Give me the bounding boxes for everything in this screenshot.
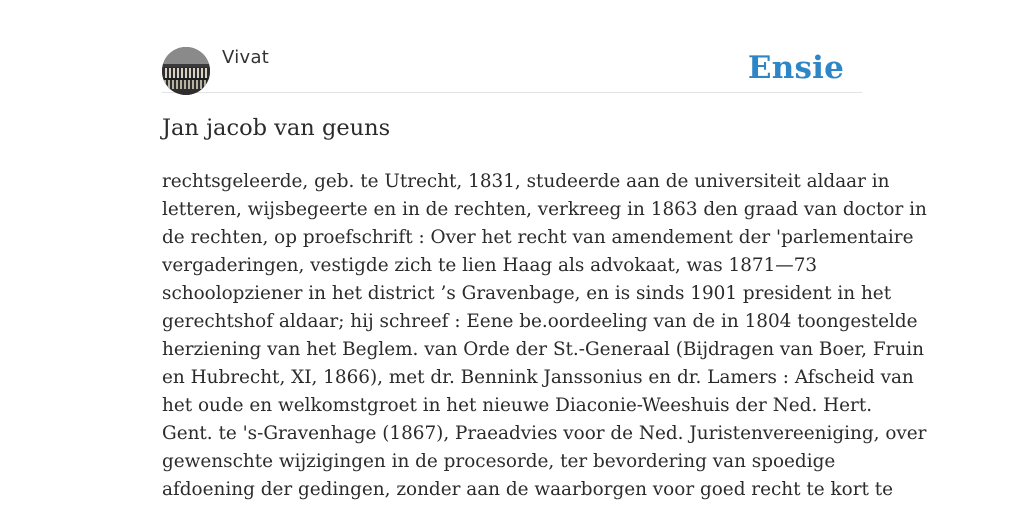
bookshelf-avatar-icon <box>162 47 210 95</box>
article-line: rechtsgeleerde, geb. te Utrecht, 1831, studeerde aan de universiteit aldaar in <box>162 171 890 192</box>
article-line: herziening van het Beglem. van Orde der St.-Generaal (Bijdragen van Boer, Fruin <box>162 339 924 360</box>
article-line: de rechten, op proefschrift : Over het recht van amendement der 'parlementaire <box>162 227 914 248</box>
article-line: het oude en welkomstgroet in het nieuwe Diaconie-Weeshuis der Ned. Hert. <box>162 395 873 416</box>
header <box>162 46 862 93</box>
article-line: en Hubrecht, XI, 1866), met dr. Bennink Janssonius en dr. Lamers : Afscheid van <box>162 367 914 388</box>
article-line: afdoening der gedingen, zonder aan de waarborgen voor goed recht te kort te <box>162 479 894 500</box>
page-title: Jan jacob van geuns <box>162 115 391 141</box>
article-line: letteren, wijsbegeerte en in de rechten, verkreeg in 1863 den graad van doctor in <box>162 199 927 220</box>
source-avatar-icon[interactable] <box>162 47 210 95</box>
article-line: Gent. te 's-Gravenhage (1867), Praeadvies voor de Ned. Juristenvereeniging, over <box>162 423 927 444</box>
article-body <box>162 168 927 504</box>
source-name[interactable]: Vivat <box>222 47 270 68</box>
brand-logo[interactable]: Ensie <box>747 50 844 86</box>
article-line: gerechtshof aldaar; hij schreef : Eene be.oordeeling van de in 1804 toongestelde <box>162 311 918 332</box>
article-line: vergaderingen, vestigde zich te lien Haag als advokaat, was 1871—73 <box>162 255 818 276</box>
article-line: gewenschte wijzigingen in de procesorde, ter bevordering van spoedige <box>162 451 836 472</box>
article-line: schoolopziener in het district ’s Gravenbage, en is sinds 1901 president in het <box>162 283 892 304</box>
